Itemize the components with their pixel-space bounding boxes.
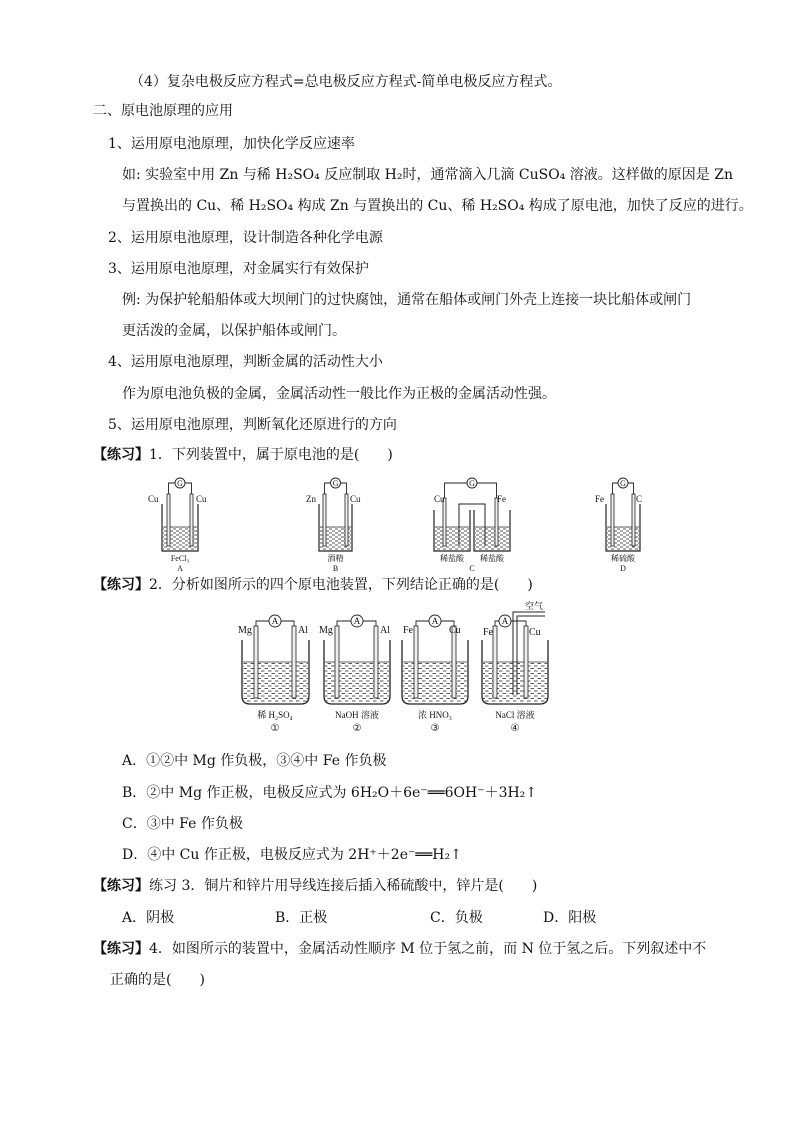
option-a: A．①②中 Mg 作负极，③④中 Fe 作负极 <box>122 753 387 769</box>
cell-letter: C <box>469 564 475 573</box>
solution-label: 稀 H₂SO₄ <box>257 710 293 720</box>
electrode-right: Cu <box>449 625 461 636</box>
electrode-right: Cu <box>196 494 207 504</box>
option-d: D．④中 Cu 作正极，电极反应式为 2H⁺＋2e⁻══H₂↑ <box>122 847 462 863</box>
cell-c <box>434 478 510 573</box>
question-tag: 【练习】 <box>93 878 149 894</box>
electrode-left: Mg <box>238 625 252 636</box>
electrode-right: Fe <box>497 494 506 504</box>
figure-cells-q2 <box>240 600 570 740</box>
question-1 <box>93 446 393 464</box>
question-text: 1．下列装置中，属于原电池的是( ) <box>149 447 393 463</box>
question-2 <box>93 576 533 594</box>
question-tag: 【练习】 <box>93 577 149 593</box>
cell-1 <box>238 615 309 734</box>
solution-label: NaOH 溶液 <box>335 710 379 720</box>
subheading: 1、运用原电池原理，加快化学反应速率 <box>108 136 355 152</box>
meter-label: G <box>620 479 626 488</box>
text-line: 更活泼的金属，以保护船体或闸门。 <box>122 323 346 339</box>
subheading: 3、运用原电池原理，对金属实行有效保护 <box>108 261 369 277</box>
question-tag: 【练习】 <box>93 447 149 463</box>
cell-2 <box>319 615 390 734</box>
electrode-left: Fe <box>403 625 413 636</box>
option-a: A．阴极 <box>122 910 175 926</box>
cell-a <box>148 478 207 573</box>
text-line: 如: 实验室中用 Zn 与稀 H₂SO₄ 反应制取 H₂时，通常滴入几滴 CuSO₄ 溶液。这样做的原因是 Zn <box>122 167 733 183</box>
subheading: 2、运用原电池原理，设计制造各种化学电源 <box>108 230 383 246</box>
solution-label: FeCl₃ <box>170 554 190 563</box>
electrode-right: Al <box>298 625 308 636</box>
figure-cells-q1 <box>140 474 670 574</box>
cell-letter: B <box>332 564 339 573</box>
electrode-right: C <box>636 494 643 504</box>
meter-label: A <box>501 616 509 626</box>
text-line: 与置换出的 Cu、稀 H₂SO₄ 构成 Zn 与置换出的 Cu、稀 H₂SO₄ 构成了原电池，加快了反应的进行。 <box>122 198 753 214</box>
solution-label: 酒精 <box>327 554 344 563</box>
cell-letter: A <box>177 564 183 573</box>
electrode-left: Cu <box>148 494 159 504</box>
text-line: 例: 为保护轮船船体或大坝闸门的过快腐蚀，通常在船体或闸门外壳上连接一块比船体或闸门 <box>122 292 692 308</box>
meter-label: G <box>469 479 475 488</box>
solution-label: NaCl 溶液 <box>495 710 535 720</box>
air-label: 空气 <box>525 601 544 611</box>
electrode-left: Fe <box>595 494 604 504</box>
electrode-right: Cu <box>529 627 541 638</box>
solution-label: 稀盐酸 <box>440 554 464 563</box>
subheading: 5、运用原电池原理，判断氧化还原进行的方向 <box>108 417 397 433</box>
section-heading: 二、原电池原理的应用 <box>93 103 233 119</box>
cell-number: ② <box>352 723 362 734</box>
electrode-left: Zn <box>306 494 316 504</box>
option-b: B．正极 <box>275 910 328 926</box>
option-c: C．③中 Fe 作负极 <box>122 816 243 832</box>
meter-label: A <box>271 616 279 626</box>
meter-label: G <box>332 479 339 488</box>
cell-number: ③ <box>430 723 440 734</box>
meter-label: A <box>353 616 361 626</box>
electrode-right: Cu <box>350 494 361 504</box>
electrode-left: Mg <box>319 625 333 636</box>
option-d: D．阳极 <box>543 910 597 926</box>
electrode-right: Al <box>380 625 390 636</box>
question-text-cont: 正确的是( ) <box>110 972 205 988</box>
meter-label: G <box>177 479 183 488</box>
subheading: 4、运用原电池原理，判断金属的活动性大小 <box>108 354 383 370</box>
question-text: 2．分析如图所示的四个原电池装置，下列结论正确的是( ) <box>149 577 533 593</box>
figure-q2-svg <box>240 600 570 740</box>
text-line: （4）复杂电极反应方程式=总电极反应方程式-简单电极反应方程式。 <box>130 74 562 90</box>
cell-3 <box>402 615 468 734</box>
cell-d <box>595 478 642 573</box>
cell-number: ④ <box>510 723 520 734</box>
solution-label: 稀硫酸 <box>611 554 635 563</box>
question-3 <box>93 877 537 895</box>
option-b: B．②中 Mg 作正极，电极反应式为 6H₂O＋6e⁻══6OH⁻＋3H₂↑ <box>122 785 538 801</box>
question-4 <box>93 940 706 958</box>
cell-number: ① <box>270 723 280 734</box>
figure-q1-svg <box>140 474 670 574</box>
option-c: C．负极 <box>430 910 483 926</box>
question-text: 4．如图所示的装置中，金属活动性顺序 M 位于氢之前，而 N 位于氢之后。下列叙述中不 <box>149 941 707 957</box>
cell-4 <box>482 600 548 734</box>
cell-b <box>306 478 361 573</box>
question-tag: 【练习】 <box>93 941 149 957</box>
electrode-left: Cu <box>434 494 445 504</box>
text-line: 作为原电池负极的金属，金属活动性一般比作为正极的金属活动性强。 <box>122 386 556 402</box>
meter-label: A <box>431 616 439 626</box>
cell-letter: D <box>620 564 626 573</box>
electrode-left: Fe <box>483 627 493 638</box>
solution-label: 稀盐酸 <box>480 554 504 563</box>
question-text: 练习 3．铜片和锌片用导线连接后插入稀硫酸中，锌片是( ) <box>149 878 538 894</box>
solution-label: 浓 HNO₃ <box>418 710 452 720</box>
